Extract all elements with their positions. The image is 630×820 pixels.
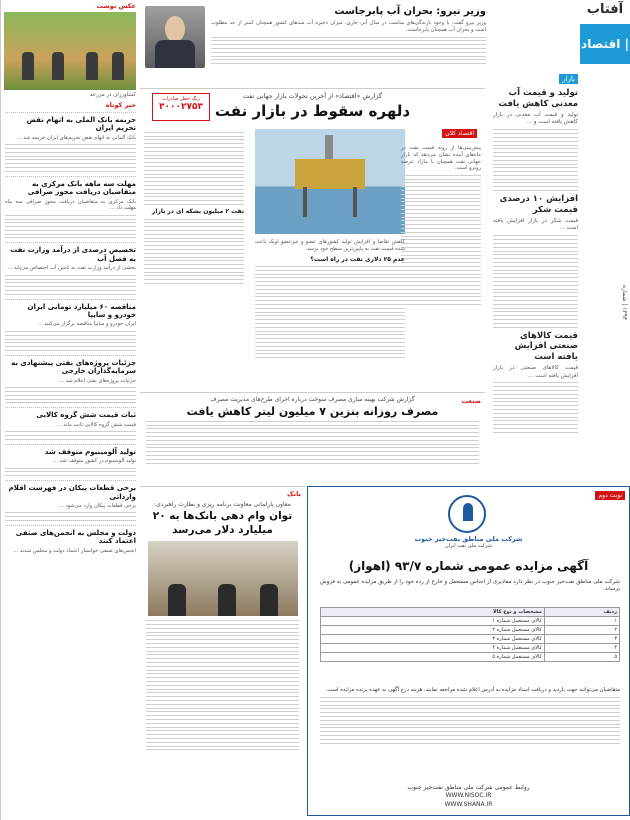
brief-body: انجمن‌های صنفی خواستار اعتماد دولت و مجلس شدند ...	[13, 547, 136, 554]
ad-terms-text: متقاضیان می‌توانند جهت بازدید و دریافت اسناد مزایده به آدرس اعلام شده مراجعه نمایند. هزینه درج آگهی به عهده برنده مزایده است.	[325, 687, 620, 693]
ad-footer-line: روابط عمومی شرکت ملی مناطق نفت‌خیز جنوب	[407, 783, 530, 791]
brief-body: بخشی از درآمد وزارت نفت به تامین آب اختصاص می‌یابد ...	[7, 265, 136, 272]
ad-table	[320, 607, 620, 662]
brief-item	[5, 176, 136, 239]
oil-headline: دلهره سقوط در بازار نفت	[214, 102, 411, 120]
ad-company	[308, 535, 629, 549]
oil-text-col-3	[255, 239, 405, 361]
brief-title: ثبات قیمت شش گروه کالایی	[36, 411, 136, 420]
market-item-body: قیمت شکر در بازار افزایش یافته است ...	[493, 218, 578, 232]
stamp-box	[152, 93, 210, 121]
farmers-photo	[4, 12, 136, 90]
market-item	[493, 88, 578, 191]
photo-caption: کشاورزان در مزرعه	[89, 92, 136, 98]
briefs-column	[0, 0, 140, 820]
oil-subhead: عدم ۲۵ دلاری نفت در راه است؟	[310, 255, 405, 263]
oil-text-col-2	[144, 129, 244, 287]
table-header: مشخصات و نوع کالا	[321, 608, 545, 617]
oil-subhead: نفت ۲ میلیون بشکه ای در بازار	[151, 207, 244, 215]
brief-body: قیمت شش گروه کالایی ثابت ماند ...	[56, 421, 136, 428]
brief-item	[5, 112, 136, 172]
stamp-line: زنگ خطر صادرات	[162, 96, 200, 102]
oil-text-2: کاهش تقاضا و افزایش تولید کشورهای عضو و غیرعضو اوپک باعث شده قیمت نفت به پایین‌ترین سطح خود برسد.	[255, 239, 405, 252]
table-row	[321, 653, 620, 662]
bank-headline: توان وام دهی بانک‌ها به ۲۰ میلیارد دلار می‌رسد	[152, 510, 293, 536]
market-item-title: قیمت کالاهای صنعتی افزایش یافته است	[514, 330, 578, 362]
brief-title: دولت و مجلس به انجمن‌های صنفی اعتماد کنند	[15, 529, 136, 546]
newspaper-logo: آفتاب	[586, 2, 624, 17]
table-row	[321, 644, 620, 653]
market-item-title: تولید و قیمت آب معدنی کاهش یافت	[498, 88, 578, 109]
brief-body: بانک مرکزی به متقاضیان دریافت مجوز صرافی سه ماه مهلت داد ...	[5, 198, 136, 212]
bank-office-photo	[148, 541, 298, 616]
brief-title: تخصیص درصدی از درآمد وزارت نفت به فصل آب	[10, 246, 136, 263]
table-cell: ۵	[544, 653, 619, 662]
brief-item	[5, 444, 136, 476]
top-article-title: وزیر نیرو: بحران آب پابرجاست	[334, 6, 486, 17]
ad-intro: شرکت ملی مناطق نفت‌خیز جنوب در نظر دارد مقادیری از اجناس مستعمل و خارج از رده خود را از طریق مزایده عمومی به فروش برساند.	[320, 579, 620, 593]
market-item-title: افزایش ۱۰ درصدی قیمت شکر	[499, 194, 578, 215]
table-row	[321, 617, 620, 626]
nisoc-logo-icon	[448, 495, 486, 533]
table-cell: ۲	[544, 626, 619, 635]
market-item	[493, 194, 578, 327]
minister-photo	[145, 6, 205, 68]
table-cell: کالای مستعمل شماره ۱	[321, 617, 545, 626]
bank-kicker: معاون پارلمانی معاونت برنامه ریزی و نظارت راهبردی:	[154, 501, 291, 508]
brief-item	[5, 242, 136, 294]
brief-body: تولید آلومینیوم در کشور متوقف شد ...	[53, 458, 136, 465]
ad-footer	[308, 784, 629, 809]
table-cell: ۴	[544, 644, 619, 653]
fuel-kicker: گزارش شرکت بهینه سازی مصرف سوخت درباره اجرای طرح‌های مدیریت مصرف	[210, 396, 415, 403]
brief-title: حریمه بانک الملی به اتهام نقض تحریم ایران	[26, 116, 136, 133]
brief-title: جزئیات پروژه‌های نفتی پیشنهادی به سرمایه‌گذاران خارجی	[11, 358, 136, 376]
ad-company-sub: شرکت ملی نفت ایران	[445, 543, 492, 549]
table-cell: کالای مستعمل شماره ۴	[321, 644, 545, 653]
photo-tag: عکس نوشت	[96, 2, 136, 10]
brief-item	[5, 407, 136, 439]
market-item-body: قیمت کالاهای صنعتی در بازار افزایش یافته است ...	[493, 365, 578, 379]
section-tag: بانک	[287, 490, 301, 498]
market-item	[493, 331, 578, 433]
brief-item	[5, 299, 136, 351]
market-item-body: تولید و قیمت آب معدنی در بازار کاهش یافته است و ...	[493, 112, 578, 126]
fuel-article	[140, 392, 485, 484]
oil-rig-photo	[255, 129, 405, 234]
stamp-number: ۳۰۰۰۲۷۵۳	[159, 102, 203, 112]
brief-body: جزئیات پروژه‌های نفتی اعلام شد ...	[58, 377, 136, 384]
table-row	[321, 626, 620, 635]
brief-body: برخی قطعات پیکان وارد می‌شود ...	[58, 503, 136, 509]
ad-title: آگهی مزایده عمومی شماره ۹۳/۷ (اهواز)	[348, 559, 589, 573]
ad-website-link[interactable]: WWW.SHANA.IR	[444, 800, 493, 808]
ad-company-name: شرکت ملی مناطق نفت‌خیز جنوب	[414, 535, 523, 543]
ad-terms	[320, 687, 620, 746]
brief-title: مناقصه ۶۰ میلیارد تومانی ایران خودرو و سایپا	[27, 302, 136, 320]
brief-item	[5, 355, 136, 403]
table-cell: کالای مستعمل شماره ۵	[321, 653, 545, 662]
brief-body: بانک آلمانی به اتهام نقض تحریم‌های ایران جریمه شد ...	[16, 134, 136, 141]
oil-text-1: پیش‌بینی‌ها از روند قیمت نفت در ماه‌های آینده نشان می‌دهد که بازار جهانی نفت همچنان با مازاد عرضه روبرو است.	[401, 145, 481, 172]
brief-title: مهلت سه ماهه بانک مرکزی به متقاضیان دریافت مجوز صرافی	[27, 179, 136, 197]
brief-body: ایران خودرو و سایپا مناقصه برگزار می‌کنند ...	[37, 321, 136, 328]
table-cell: ۳	[544, 635, 619, 644]
bank-article	[140, 486, 305, 816]
section-tag: خبر کوتاه	[105, 101, 136, 109]
oil-text-col-1	[401, 145, 481, 308]
ad-tag: نوبت دوم	[595, 491, 625, 500]
market-column	[493, 0, 578, 560]
section-title: | اقتصاد	[580, 24, 630, 64]
oil-kicker: گزارش «اقتصاد» از آخرین تحولات بازار جهانی نفت	[242, 92, 383, 100]
brief-item	[5, 525, 136, 554]
table-header: ردیف	[544, 608, 619, 617]
brief-title: برخی قطعات پیکان در فهرست اقلام وارداتی	[8, 484, 136, 501]
table-cell: کالای مستعمل شماره ۲	[321, 626, 545, 635]
table-cell: کالای مستعمل شماره ۳	[321, 635, 545, 644]
ad-website-link[interactable]: WWW.NISOC.IR	[445, 792, 492, 800]
fuel-headline: مصرف روزانه بنزین ۷ میلیون لیتر کاهش یافت	[186, 405, 439, 418]
section-badge: بازار	[559, 74, 578, 84]
issue-info: ۱۳۹۳ | شماره	[621, 284, 628, 320]
oil-article	[140, 88, 485, 388]
table-row	[321, 635, 620, 644]
top-article	[145, 0, 490, 88]
oil-section-label: اقتصاد کلان	[442, 129, 477, 138]
brief-item	[5, 480, 136, 521]
top-article-body: وزیر نیرو گفت: با وجود بارندگی‌های مناسب در سال آبی جاری، میزان ذخیره آب سدهای کشور همچنان کمتر از حد مطلوب است و بحران آب همچنان پابرجاست.	[211, 20, 486, 33]
tender-advertisement	[307, 486, 630, 816]
brief-title: تولید آلومینیوم متوقف شد	[44, 447, 136, 456]
table-cell: ۱	[544, 617, 619, 626]
section-tag: صنعت	[461, 397, 481, 405]
